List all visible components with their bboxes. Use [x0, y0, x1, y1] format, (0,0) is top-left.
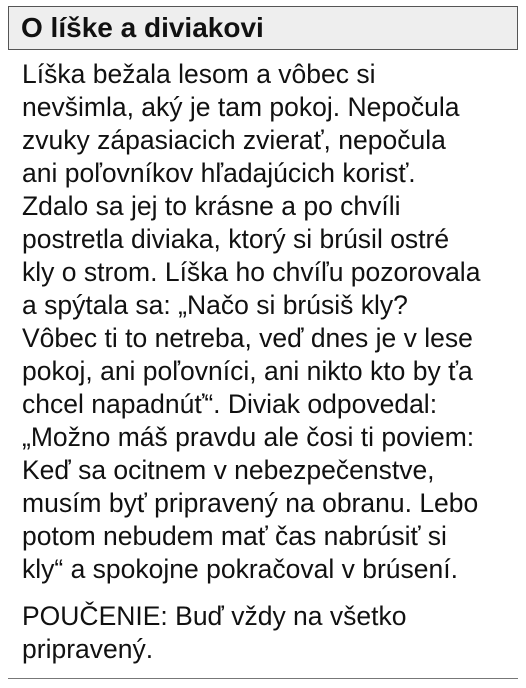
story-line: pokoj, ani poľovníci, ani nikto kto by ťa	[22, 356, 473, 386]
story-line: Vôbec ti to netreba, veď dnes je v lese	[22, 323, 473, 353]
title-bar	[8, 6, 518, 50]
story-line: chcel napadnúť“. Diviak odpovedal:	[22, 389, 438, 419]
moral-line: pripravený.	[22, 634, 154, 664]
story-line: postretla diviaka, ktorý si brúsil ostré	[22, 224, 450, 254]
story-line: ani poľovníkov hľadajúcich korisť.	[22, 158, 416, 188]
story-line: zvuky zápasiacich zvierať, nepočula	[22, 125, 446, 155]
story-line: a spýtala sa: „Načo si brúsiš kly?	[22, 290, 408, 320]
bottom-divider	[8, 678, 518, 679]
story-line: Zdalo sa jej to krásne a po chvíli	[22, 191, 401, 221]
moral-text	[22, 600, 522, 666]
story-line: „Možno máš pravdu ale čosi ti poviem:	[22, 422, 475, 452]
story-line: Líška bežala lesom a vôbec si	[22, 59, 376, 89]
story-line: kly o strom. Líška ho chvíľu pozorovala	[22, 257, 481, 287]
story-line: kly“ a spokojne pokračoval v brúsení.	[22, 554, 458, 584]
page-title: O líške a diviakovi	[21, 12, 264, 43]
story-line: musím byť pripravený na obranu. Lebo	[22, 488, 479, 518]
story-line: nevšimla, aký je tam pokoj. Nepočula	[22, 92, 460, 122]
story-line: Keď sa ocitnem v nebezpečenstve,	[22, 455, 435, 485]
moral-line: POUČENIE: Buď vždy na všetko	[22, 601, 407, 631]
story-line: potom nebudem mať čas nabrúsiť si	[22, 521, 447, 551]
story-text	[22, 58, 522, 586]
